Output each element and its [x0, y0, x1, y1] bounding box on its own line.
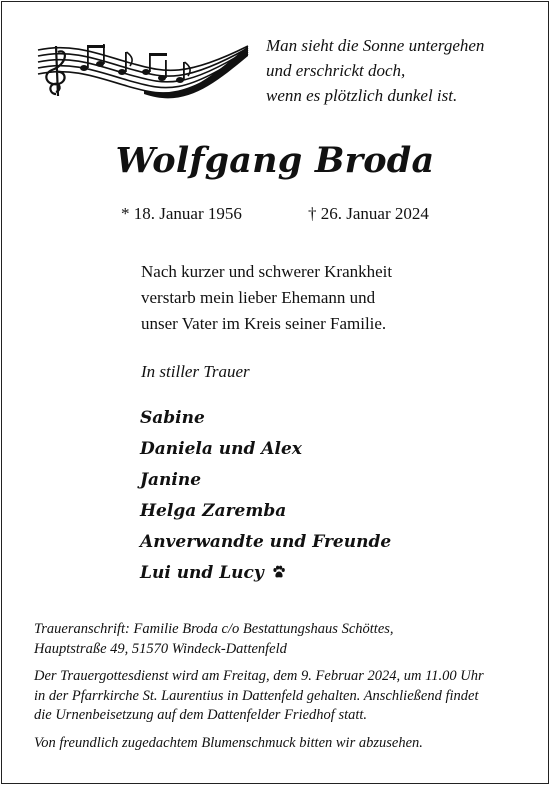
service-line: in der Pfarrkirche St. Laurentius in Dattenfeld gehalten. Anschließend findet [34, 687, 479, 704]
quote [266, 33, 484, 108]
service-line: Der Trauergottesdienst wird am Freitag, dem 9. Februar 2024, um 11.00 Uhr [34, 668, 484, 684]
announcement-text [141, 259, 392, 337]
paw-print-icon [272, 565, 286, 579]
mourning-address [34, 620, 534, 659]
mourner: Janine [140, 470, 202, 490]
quote-line: und erschrickt doch, [266, 61, 406, 80]
footer-info [34, 620, 534, 761]
announcement-line: unser Vater im Kreis seiner Familie. [141, 314, 387, 333]
mourning-label: In stiller Trauer [141, 362, 250, 381]
birth-date: * 18. Januar 1956 [121, 204, 242, 223]
deceased-name: Wolfgang Broda [115, 140, 435, 181]
address-line: Traueranschrift: Familie Broda c/o Bestattungshaus Schöttes, [34, 621, 394, 637]
mourner: Anverwandte und Freunde [140, 532, 392, 552]
announcement-line: Nach kurzer und schwerer Krankheit [141, 262, 393, 281]
mourner: Sabine [140, 408, 205, 428]
mourner-with-pets [140, 558, 391, 589]
mourner: Helga Zaremba [140, 501, 287, 521]
mourners-list [140, 403, 391, 589]
quote-line: Man sieht die Sonne untergehen [266, 36, 485, 55]
flowers-note: Von freundlich zugedachtem Blumenschmuck bitten wir abzusehen. [34, 734, 423, 751]
address-line: Hauptstraße 49, 51570 Windeck-Dattenfeld [34, 640, 287, 657]
mourner: Daniela und Alex [140, 439, 302, 459]
music-notes-icon [34, 38, 250, 102]
quote-line: wenn es plötzlich dunkel ist. [266, 86, 458, 105]
service-line: die Urnenbeisetzung auf dem Dattenfelder Friedhof statt. [34, 707, 368, 723]
mourner: Lui und Lucy [140, 563, 264, 583]
service-info [34, 667, 534, 726]
obituary-notice [1, 1, 549, 784]
announcement-line: verstarb mein lieber Ehemann und [141, 288, 376, 307]
death-date: † 26. Januar 2024 [308, 204, 429, 223]
